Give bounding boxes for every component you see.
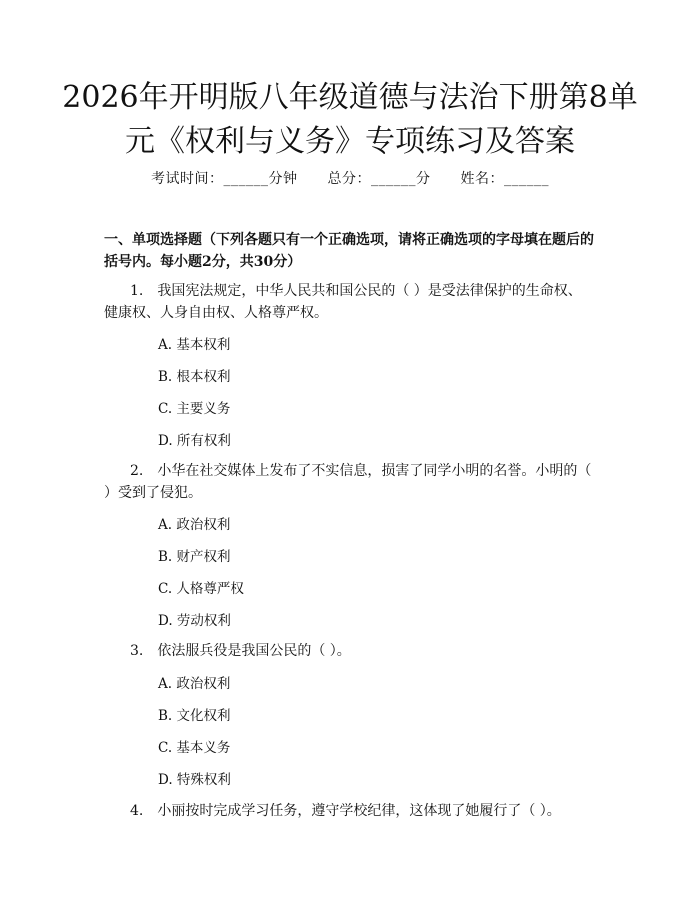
question-stem: 3. 依法服兵役是我国公民的（ ）。: [130, 643, 351, 659]
question-option: D. 劳动权利: [158, 613, 231, 629]
question-option: C. 主要义务: [158, 401, 231, 417]
question-stem: 1. 我国宪法规定，中华人民共和国公民的（ ）是受法律保护的生命权、健康权、人身自由权、人格尊严权。: [104, 283, 582, 321]
question-option: B. 文化权利: [158, 708, 231, 724]
question-option: C. 人格尊严权: [158, 581, 244, 597]
question-stem: 4. 小丽按时完成学习任务，遵守学校纪律，这体现了她履行了（ ）。: [130, 803, 561, 819]
question-option: B. 财产权利: [158, 549, 231, 565]
exam-total-score: 总分：______分: [327, 171, 431, 187]
exam-name-field: 姓名：______: [460, 171, 549, 187]
question-option: C. 基本义务: [158, 740, 231, 756]
question-option: A. 政治权利: [158, 517, 231, 533]
question-option: B. 根本权利: [158, 369, 231, 385]
document-title: 2026年开明版八年级道德与法治下册第8单元《权利与义务》专项练习及答案: [62, 80, 638, 159]
question-stem: 2. 小华在社交媒体上发布了不实信息，损害了同学小明的名誉。小明的（ ）受到了侵犯。: [104, 463, 592, 501]
section-heading: 一、单项选择题（下列各题只有一个正确选项，请将正确选项的字母填在题后的括号内。每小题2分，共30分）: [104, 232, 594, 270]
question-option: A. 政治权利: [158, 676, 231, 692]
exam-time: 考试时间：______分钟: [151, 171, 298, 187]
question-option: D. 所有权利: [158, 433, 231, 449]
question-option: D. 特殊权利: [158, 772, 231, 788]
exam-meta: [0, 168, 700, 188]
question-option: A. 基本权利: [158, 337, 231, 353]
